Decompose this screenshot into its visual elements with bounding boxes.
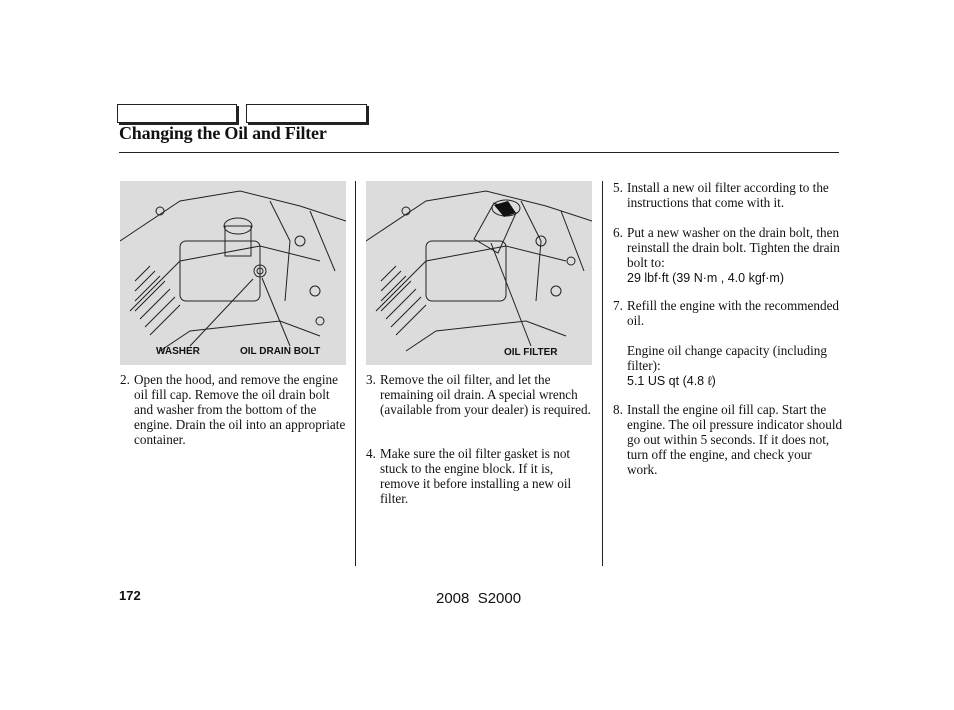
header-tab-2 [246, 104, 367, 123]
step-7 [613, 299, 843, 389]
step-3 [366, 373, 592, 418]
step-number: 8. [613, 402, 623, 417]
engine-drawing [120, 181, 346, 365]
step-5 [613, 181, 843, 211]
step-6 [613, 226, 845, 286]
torque-spec: 29 lbf·ft (39 N·m , 4.0 kgf·m) [627, 270, 784, 285]
step-text: Remove the oil filter, and let the remaining oil drain. A special wrench (available from your dealer) is required. [380, 372, 591, 417]
step-number: 5. [613, 180, 623, 195]
title-rule [119, 152, 839, 153]
step-number: 2. [120, 372, 130, 387]
step-text: Make sure the oil filter gasket is not stuck to the engine block. If it is, remove it before installing a new oil filter. [380, 446, 572, 506]
capacity-spec: 5.1 US qt (4.8 ℓ) [627, 373, 716, 388]
step-number: 3. [366, 372, 376, 387]
step-4 [366, 447, 592, 507]
step-text: Put a new washer on the drain bolt, then reinstall the drain bolt. Tighten the drain bolt to: [627, 225, 840, 270]
column-divider [355, 181, 356, 566]
drain-bolt-illustration [120, 181, 346, 365]
header-tab-1 [117, 104, 237, 123]
capacity-label: Engine oil change capacity (including filter): [627, 342, 827, 373]
washer-label: WASHER [156, 346, 200, 357]
step-text: Refill the engine with the recommended oil. [627, 298, 840, 328]
step-number: 4. [366, 446, 376, 461]
oil-drain-bolt-label: OIL DRAIN BOLT [240, 346, 321, 357]
page-number: 172 [119, 588, 141, 603]
step-2 [120, 373, 348, 448]
column-divider [602, 181, 603, 566]
page-title: Changing the Oil and Filter [119, 123, 327, 143]
step-text: Install a new oil filter according to the instructions that come with it. [627, 180, 829, 210]
oil-filter-illustration [366, 181, 592, 365]
oil-filter-label: OIL FILTER [504, 347, 558, 358]
step-number: 6. [613, 225, 623, 240]
engine-drawing [366, 181, 592, 365]
footer-model: 2008 S2000 [436, 590, 522, 607]
step-number: 7. [613, 298, 623, 313]
step-text: Install the engine oil fill cap. Start the engine. The oil pressure indicator should go out within 5 seconds. If it does not, turn off the engine, and check your work. [627, 402, 843, 477]
step-8 [613, 403, 843, 478]
step-text: Open the hood, and remove the engine oil fill cap. Remove the oil drain bolt and washer from the bottom of the engine. Drain the oil into an appropriate container. [134, 372, 346, 447]
